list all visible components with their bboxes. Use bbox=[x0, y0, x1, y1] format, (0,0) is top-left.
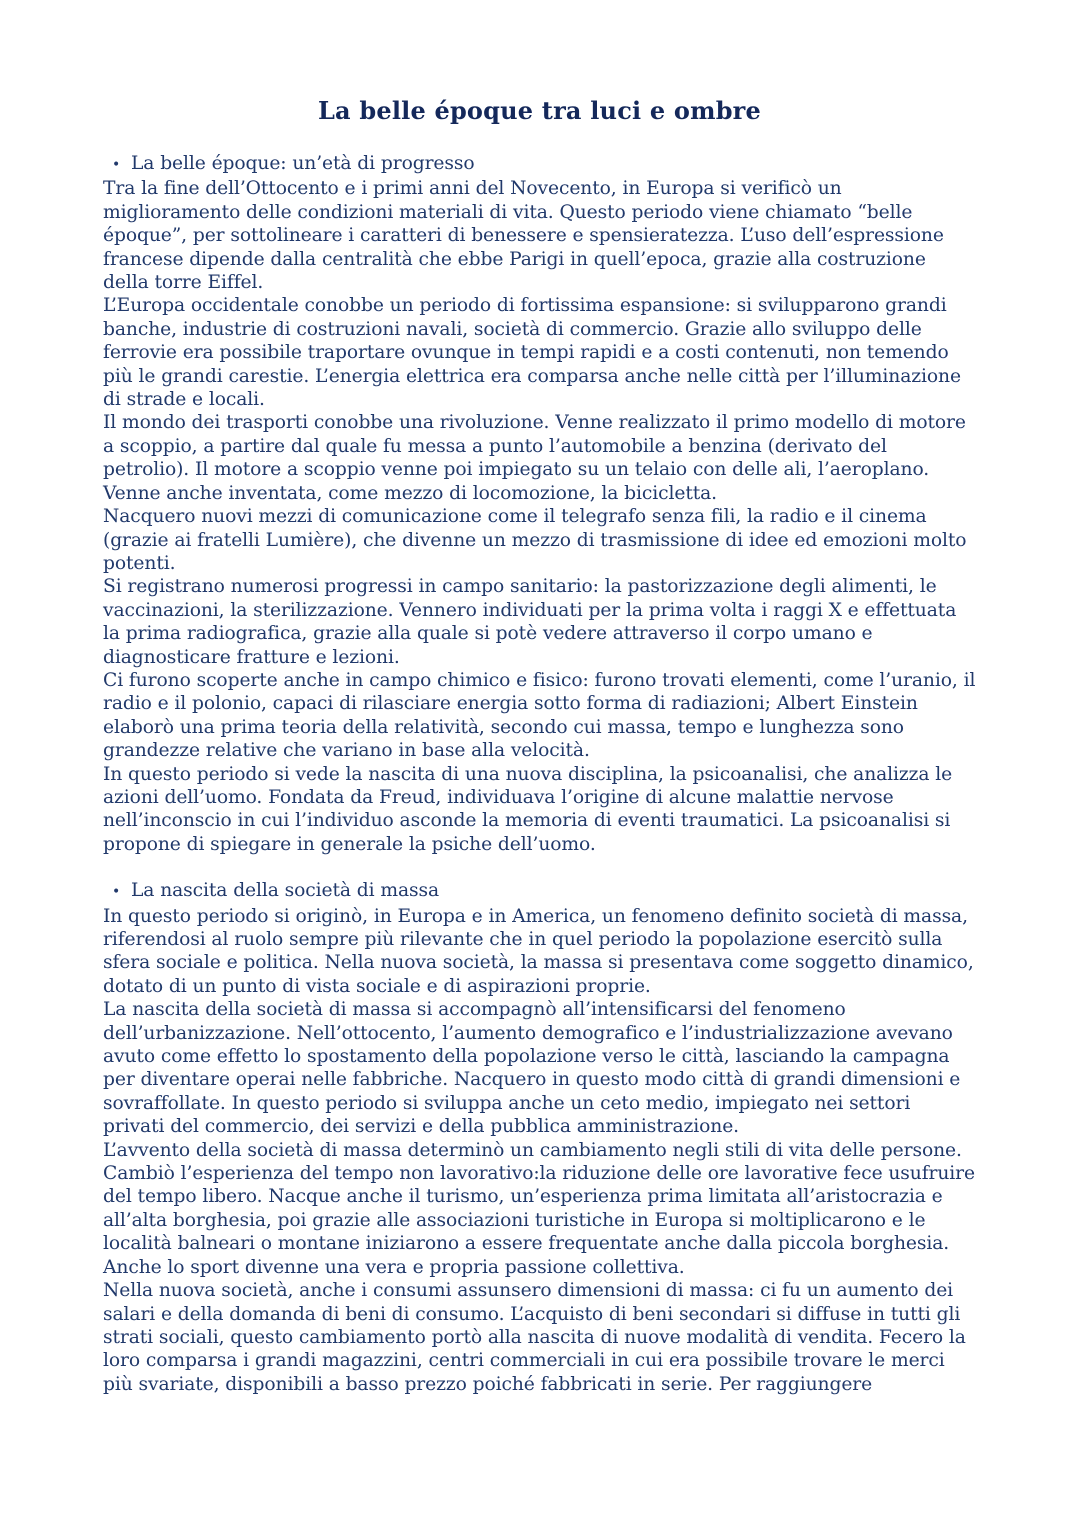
bullet-icon: • bbox=[112, 884, 121, 901]
document-body bbox=[103, 152, 976, 1396]
paragraph: Nacquero nuovi mezzi di comunicazione come il telegrafo senza fili, la radio e il cinema (grazie ai fratelli Lumière), che divenne un mezzo di trasmissione di idee ed emozioni molto potenti. bbox=[103, 506, 967, 574]
paragraph: Si registrano numerosi progressi in campo sanitario: la pastorizzazione degli alimenti, le vaccinazioni, la sterilizzazione. Vennero individuati per la prima volta i raggi X e effettuata la prima radiografica, grazie alla quale si potè vedere attraverso il corpo umano e diagnosticare fratture e lezioni. bbox=[103, 576, 957, 668]
page-title: La belle époque tra luci e ombre bbox=[317, 96, 762, 125]
section-heading: La nascita della società di massa bbox=[131, 880, 440, 902]
paragraph: La nascita della società di massa si accompagnò all’intensificarsi del fenomeno dell’urbanizzazione. Nell’ottocento, l’aumento demografico e l’industrializzazione avevano avuto come effetto lo spostamento della popolazione verso le città, lasciando la campagna per diventare operai nelle fabbriche. Nacquero in questo modo città di grandi dimensioni e sovraffollate. In questo periodo si sviluppa anche un ceto medio, impiegato nei settori privati del commercio, dei servizi e della pubblica amministrazione. bbox=[103, 999, 961, 1138]
section-heading: La belle époque: un’età di progresso bbox=[131, 153, 475, 174]
paragraph: Il mondo dei trasporti conobbe una rivoluzione. Venne realizzato il primo modello di motore a scoppio, a partire dal quale fu messa a punto l’automobile a benzina (derivato del petrolio). Il motore a scoppio venne poi impiegato su un telaio con delle ali, l’aeroplano. Venne anche inventata, come mezzo di locomozione, la bicicletta. bbox=[103, 412, 966, 504]
paragraph: Ci furono scoperte anche in campo chimico e fisico: furono trovati elementi, come l’uranio, il radio e il polonio, capaci di rilasciare energia sotto forma di radiazioni; Albert Einstein elaborò una prima teoria della relatività, secondo cui massa, tempo e lunghezza sono grandezze relative che variano in base alla velocità. bbox=[103, 669, 976, 762]
paragraph: In questo periodo si originò, in Europa e in America, un fenomeno definito società di massa, riferendosi al ruolo sempre più rilevante che in quel periodo la popolazione esercitò sulla sfera sociale e politica. Nella nuova società, la massa si presentava come soggetto dinamico, dotato di un punto di vista sociale e di aspirazioni proprie. bbox=[103, 905, 974, 997]
paragraph: L’Europa occidentale conobbe un periodo di fortissima espansione: si svilupparono grandi banche, industrie di costruzioni navali, società di commercio. Grazie allo sviluppo delle ferrovie era possibile traportare ovunque in tempi rapidi e a costi contenuti, non temendo più le grandi carestie. L’energia elettrica era comparsa anche nelle città per l’illuminazione di strade e locali. bbox=[103, 295, 961, 411]
section-belle-epoque-progresso bbox=[103, 152, 976, 856]
paragraph: In questo periodo si vede la nascita di una nuova disciplina, la psicoanalisi, che analizza le azioni dell’uomo. Fondata da Freud, individuava l’origine di alcune malattie nervose nell’inconscio in cui l’individuo asconde la memoria di eventi traumatici. La psicoanalisi si propone di spiegare in generale la psiche dell’uomo. bbox=[103, 763, 953, 855]
section-heading-row bbox=[103, 879, 976, 904]
section-heading-row bbox=[103, 152, 976, 177]
paragraph: Tra la fine dell’Ottocento e i primi anni del Novecento, in Europa si verificò un miglioramento delle condizioni materiali di vita. Questo periodo viene chiamato “belle époque”, per sottolineare i caratteri di benessere e spensieratezza. L’uso dell’espressione francese dipende dalla centralità che ebbe Parigi in quell’epoca, grazie alla costruzione della torre Eiffel. bbox=[103, 178, 944, 294]
paragraph: L’avvento della società di massa determinò un cambiamento negli stili di vita delle persone. Cambiò l’esperienza del tempo non lavorativo:la riduzione delle ore lavorative fece usufruire del tempo libero. Nacque anche il turismo, un’esperienza prima limitata all’aristocrazia e all’alta borghesia, poi grazie alle associazioni turistiche in Europa si moltiplicarono e le località balneari o montane iniziarono a essere frequentate anche dalla piccola borghesia. Anche lo sport divenne una vera e propria passione collettiva. bbox=[103, 1139, 975, 1278]
section-societa-di-massa bbox=[103, 879, 976, 1396]
bullet-icon: • bbox=[112, 157, 121, 173]
paragraph: Nella nuova società, anche i consumi assunsero dimensioni di massa: ci fu un aumento dei salari e della domanda di beni di consumo. L’acquisto di beni secondari si diffuse in tutti gli strati sociali, questo cambiamento portò alla nascita di nuove modalità di vendita. Fecero la loro comparsa i grandi magazzini, centri commerciali in cui era possibile trovare le merci più svariate, disponibili a basso prezzo poiché fabbricati in serie. Per raggiungere bbox=[103, 1280, 966, 1395]
